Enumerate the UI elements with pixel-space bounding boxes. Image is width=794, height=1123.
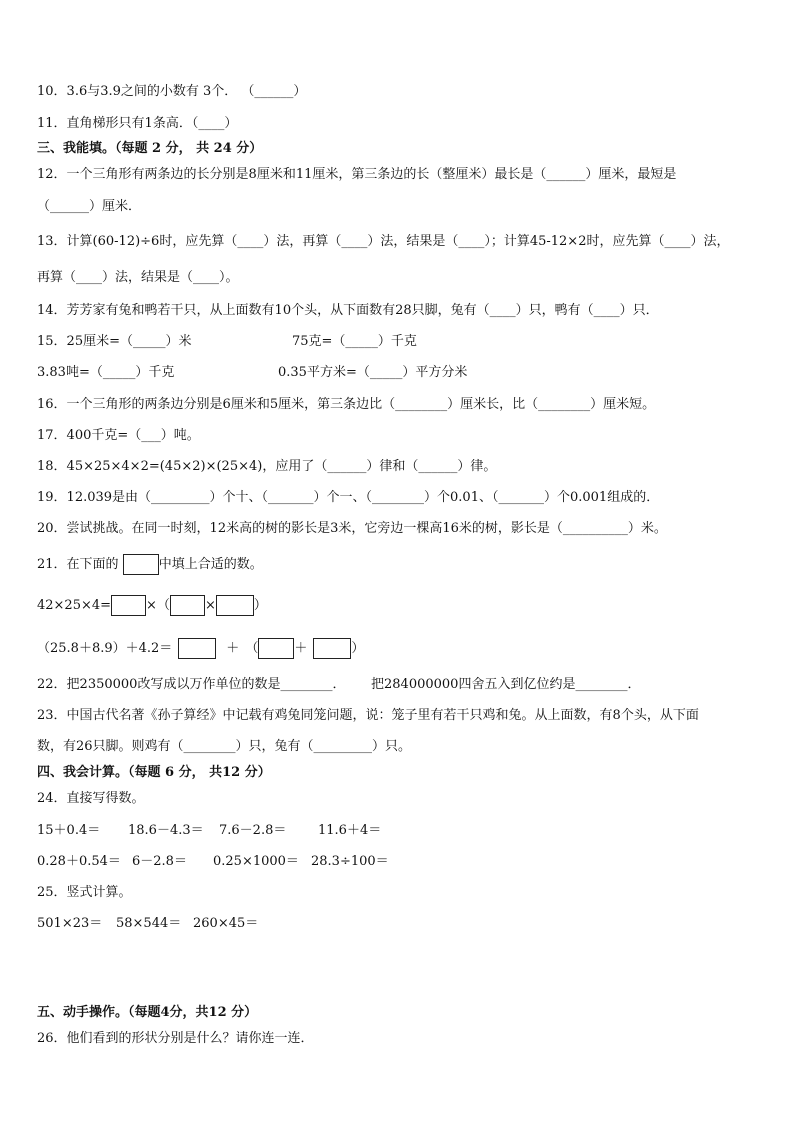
times-sign: × (204, 598, 216, 613)
question-15-c: 3.83吨=（_____）千克 (37, 365, 175, 380)
question-16: 16．一个三角形的两条边分别是6厘米和5厘米，第三条边比（________）厘米长，比（________）厘米短。 (37, 397, 656, 412)
open-paren: （ (245, 641, 259, 656)
question-21-prefix: 21．在下面的 (37, 557, 119, 572)
plus-sign: ＋ (294, 641, 308, 656)
question-12-line2: （______）厘米． (37, 199, 142, 214)
question-21 (37, 554, 263, 575)
equation-1 (37, 595, 267, 616)
question-17: 17．400千克=（___）吨。 (37, 428, 200, 443)
question-11: 11．直角梯形只有1条高．（____） (37, 116, 238, 131)
answer-box[interactable] (111, 595, 146, 616)
calc-item: 7.6－2.8＝ (219, 823, 287, 838)
calc-item: 0.25×1000＝ (213, 854, 299, 869)
answer-box[interactable] (178, 638, 216, 659)
question-19: 19．12.039是由（_________）个十、（_______）个一、（________）个0.01、（_______）个0.001组成的． (37, 490, 660, 505)
question-22-a: 22．把2350000改写成以万作单位的数是________． (37, 677, 346, 692)
calc-item: 11.6＋4＝ (318, 823, 382, 838)
question-23-line1: 23．中国古代名著《孙子算经》中记载有鸡兔同笼问题，说：笼子里有若干只鸡和兔。从上面数，有8个头，从下面 (37, 708, 699, 723)
answer-box[interactable] (313, 638, 351, 659)
answer-box[interactable] (258, 638, 294, 659)
question-23-line2: 数，有26只脚。则鸡有（________）只，兔有（_________）只。 (37, 739, 412, 754)
section-5-heading: 五、动手操作。（每题4分，共12 分） (37, 1005, 258, 1020)
question-12-line1: 12．一个三角形有两条边的长分别是8厘米和11厘米，第三条边的长（整厘米）最长是（______）厘米，最短是 (37, 167, 677, 182)
question-21-suffix: 中填上合适的数。 (158, 557, 263, 572)
equation-2 (37, 638, 364, 659)
question-10: 10．3.6与3.9之间的小数有 3个． （______） (37, 84, 307, 99)
vertical-calc-item: 501×23＝ (37, 916, 103, 931)
section-4-heading: 四、我会计算。（每题 6 分， 共12 分） (37, 765, 271, 780)
question-15-d: 0.35平方米=（_____）平方分米 (278, 365, 468, 380)
answer-box[interactable] (216, 595, 254, 616)
equation-2-lhs: （25.8＋8.9）＋4.2＝ (37, 641, 173, 656)
question-25: 25．竖式计算。 (37, 885, 132, 900)
close-paren: ） (253, 598, 267, 613)
question-13-line1: 13．计算(60-12)÷6时，应先算（____）法，再算（____）法，结果是（____）；计算45-12×2时，应先算（____）法， (37, 234, 730, 249)
calc-item: 0.28＋0.54＝ (37, 854, 121, 869)
question-15-b: 75克=（_____）千克 (292, 334, 417, 349)
answer-box[interactable] (170, 595, 205, 616)
question-20: 20．尝试挑战。在同一时刻，12米高的树的影长是3米，它旁边一棵高16米的树，影长是（__________）米。 (37, 521, 667, 536)
calc-item: 6－2.8＝ (132, 854, 187, 869)
calc-item: 18.6－4.3＝ (128, 823, 204, 838)
times-open: ×（ (146, 598, 170, 613)
question-22-b: 把284000000四舍五入到亿位约是________． (371, 677, 641, 692)
calc-item: 28.3÷100＝ (311, 854, 389, 869)
question-15-a: 15．25厘米=（_____）米 (37, 334, 192, 349)
question-13-line2: 再算（____）法，结果是（____）。 (37, 270, 239, 285)
equation-1-lhs: 42×25×4= (37, 598, 112, 613)
question-26: 26．他们看到的形状分别是什么？请你连一连． (37, 1031, 314, 1046)
question-24: 24．直接写得数。 (37, 791, 145, 806)
plus-sign: ＋ (226, 641, 240, 656)
vertical-calc-item: 58×544＝ (116, 916, 182, 931)
sample-answer-box (123, 554, 159, 575)
vertical-calc-item: 260×45＝ (193, 916, 259, 931)
calc-item: 15＋0.4＝ (37, 823, 101, 838)
close-paren: ） (351, 641, 365, 656)
section-3-heading: 三、我能填。（每题 2 分， 共 24 分） (37, 141, 263, 156)
question-18: 18．45×25×4×2=(45×2)×(25×4)，应用了（______）律和（______）律。 (37, 459, 497, 474)
question-14: 14．芳芳家有兔和鸭若干只，从上面数有10个头，从下面数有28只脚，兔有（____）只，鸭有（____）只． (37, 303, 659, 318)
